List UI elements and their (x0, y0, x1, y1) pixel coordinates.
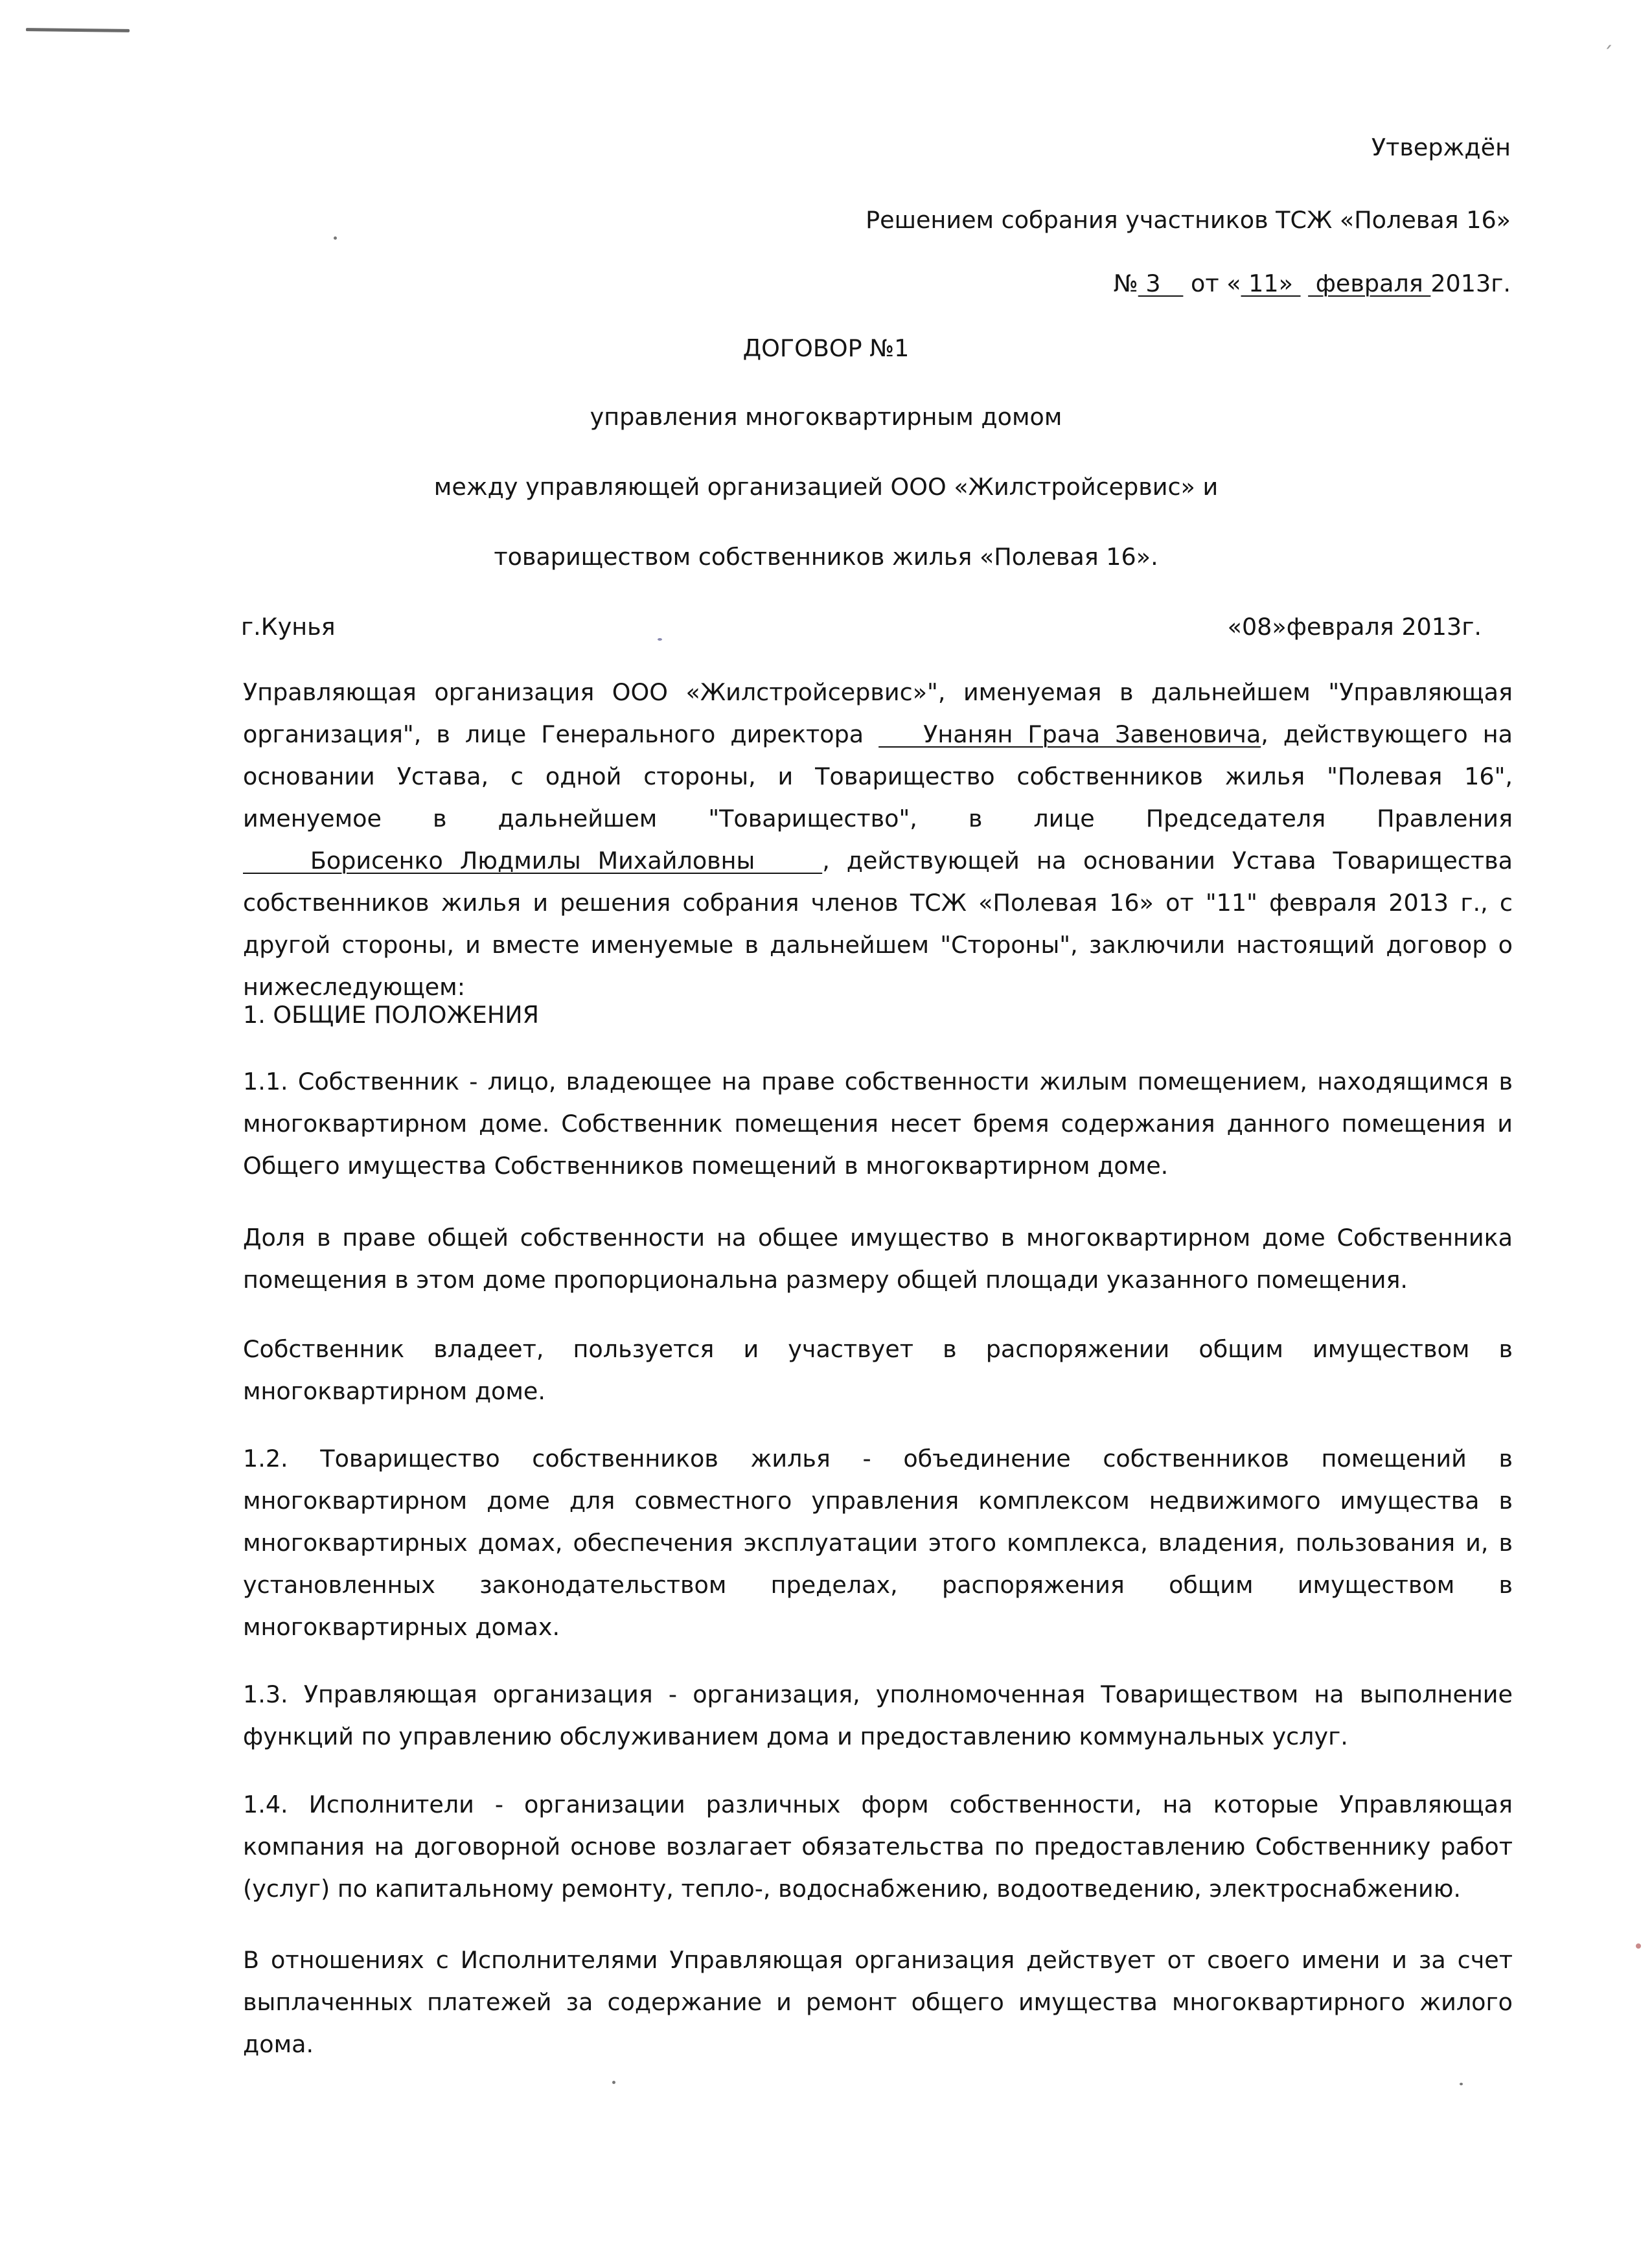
decision-number: 3 (1138, 269, 1184, 297)
number-prefix: № (1113, 269, 1138, 297)
chair-name: Борисенко Людмилы Михайловны (243, 847, 823, 875)
clause-owner: Собственник владеет, пользуется и участвует в распоряжении общим имуществом в многоквартирном доме. (243, 1335, 1513, 1405)
clause-1-4: 1.4. Исполнители - организации различных форм собственности, на которые Управляющая компания на договорной основе возлагает обязательства по предоставлению Собственнику работ (услуг) по капитальному ремонту, тепло-, водоснабжению, водоотведению, электроснабжению. (243, 1791, 1513, 1903)
scan-speck (658, 638, 662, 641)
contract-subtitle-1: управления многоквартирным домом (590, 403, 1062, 431)
clause-share: Доля в праве общей собственности на общее имущество в многоквартирном доме Собственника помещения в этом доме пропорциональна размеру общей площади указанного помещения. (243, 1224, 1513, 1294)
scan-artifact-corner: ˏ (1603, 25, 1613, 49)
clause-relations: В отношениях с Исполнителями Управляющая организация действует от своего имени и за счет выплаченных платежей за содержание и ремонт общего имущества многоквартирного жилого дома. (243, 1946, 1513, 2058)
scan-artifact (26, 28, 130, 32)
scan-speck (1460, 2083, 1463, 2085)
approved-label: Утверждён (1371, 133, 1511, 161)
city: г.Кунья (241, 613, 336, 641)
preamble-part-1: Управляющая организация ООО «Жилстройсервис»", именуемая в дальнейшем "Управляющая организация", в лице Генерального директора (243, 678, 1513, 748)
section-1-heading: 1. ОБЩИЕ ПОЛОЖЕНИЯ (243, 1001, 539, 1029)
contract-subtitle-2: между управляющей организацией ООО «Жилстройсервис» и (433, 473, 1219, 501)
from-open: от « (1183, 269, 1241, 297)
contract-date: «08»февраля 2013г. (1227, 613, 1482, 641)
contract-subtitle-3: товариществом собственников жилья «Полевая 16». (494, 543, 1158, 571)
clause-1-1: 1.1. Собственник - лицо, владеющее на праве собственности жилым помещением, находящимся в многоквартирном доме. Собственник помещения несет бремя содержания данного помещения и Общего имущества Собственников помещений в многоквартирном доме. (243, 1068, 1513, 1180)
approval-decision: Решением собрания участников ТСЖ «Полевая 16» (866, 206, 1511, 234)
decision-month: февраля (1308, 269, 1431, 297)
director-name: Унанян Грача Завеновича (878, 720, 1261, 748)
clause-1-2: 1.2. Товарищество собственников жилья - объединение собственников помещений в многоквартирном доме для совместного управления комплексом недвижимого имущества в многоквартирных домах, обеспечения эксплуатации этого комплекса, владения, пользования и, в установленных законодательством пределах, распоряжения общим имуществом в многоквартирных домах. (243, 1445, 1513, 1641)
decision-day: 11» (1241, 269, 1301, 297)
scan-speck (612, 2081, 615, 2084)
preamble-part-3: , действующей на основании Устава Товарищества собственников жилья и решения собрания членов ТСЖ «Полевая 16» от "11" февраля 2013 г., с другой стороны, и вместе именуемые в дальнейшем "Стороны", заключили настоящий договор о нижеследующем: (243, 847, 1513, 1001)
contract-title: ДОГОВОР №1 (742, 334, 910, 362)
scan-speck (1636, 1943, 1641, 1949)
scan-speck (334, 236, 337, 240)
decision-year: 2013г. (1430, 269, 1511, 297)
preamble (243, 671, 1513, 1008)
month-gap (1301, 269, 1309, 297)
clause-1-3: 1.3. Управляющая организация - организация, уполномоченная Товариществом на выполнение функций по управлению обслуживанием дома и предоставлению коммунальных услуг. (243, 1680, 1513, 1750)
preamble-part-2: , действующего на основании Устава, с одной стороны, и Товарищество собственников жилья "Полевая 16", именуемое в дальнейшем "Товарищество", в лице Председателя Правления (243, 720, 1513, 832)
approval-number-line (1114, 267, 1511, 301)
